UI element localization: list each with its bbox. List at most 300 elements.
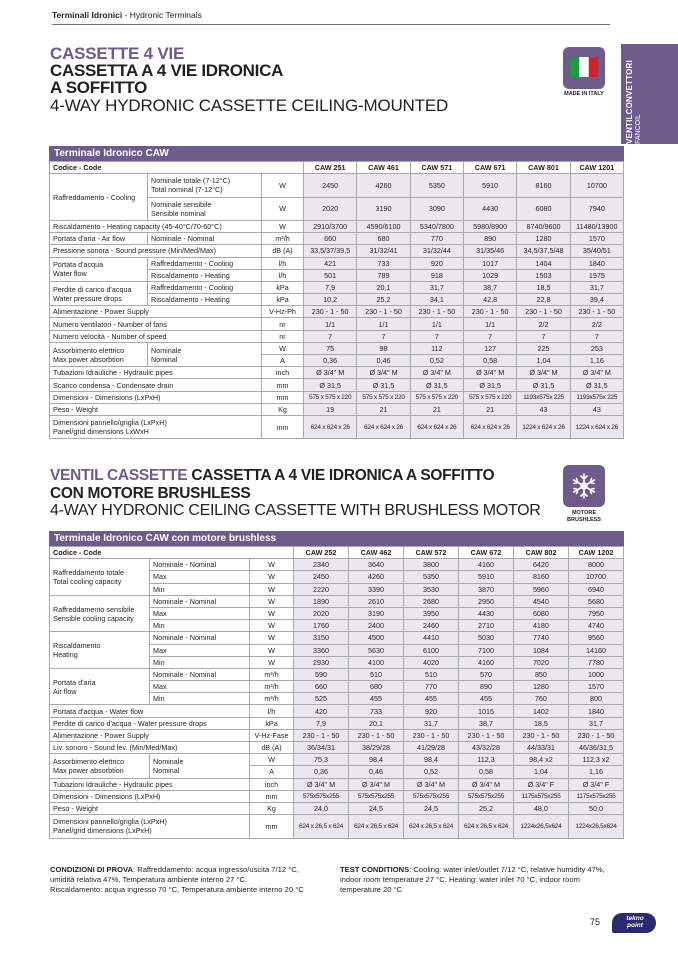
row-label-line2: Heating [53, 650, 78, 660]
value-cell: 7 [570, 330, 623, 342]
table-caw-grid [49, 161, 624, 439]
row-sublabel-line1: Nominale [153, 756, 184, 766]
value-cell: 920 [403, 705, 458, 717]
value-cell: 421 [304, 257, 357, 269]
row-sublabel: Min [153, 694, 165, 704]
value-cell: 5910 [464, 174, 517, 197]
row-label-cell [50, 729, 250, 741]
section2-title-purple: VENTIL CASSETTE [50, 467, 188, 484]
value-cell: 2680 [403, 595, 458, 607]
table-header-row [50, 547, 624, 559]
table-row [50, 717, 624, 729]
value-cell: 8160 [517, 174, 570, 197]
row-label-line2: Air flow [53, 686, 77, 696]
unit-cell: W [250, 571, 294, 583]
row-sublabel-cell [148, 257, 262, 269]
value-cell: 6420 [513, 559, 568, 571]
value-cell: 624 x 26,5 x 624 [403, 815, 458, 838]
unit-cell: W [250, 644, 294, 656]
value-cell: 1760 [294, 620, 349, 632]
unit-cell: kPa [262, 281, 304, 293]
unit-cell: l/h [262, 269, 304, 281]
unit-cell: l/h [262, 257, 304, 269]
value-cell: 575x575x255 [458, 790, 513, 802]
row-sublabel-cell [150, 668, 250, 680]
value-cell: 575 x 575 x 220 [410, 391, 463, 403]
row-sublabel-line2: Total nominal (7-12°C) [151, 185, 223, 195]
value-cell: 4500 [349, 632, 404, 644]
value-cell: 455 [458, 693, 513, 705]
row-sublabel: Min [153, 657, 165, 667]
page-header [52, 10, 626, 20]
value-cell: Ø 3/4" M [357, 367, 410, 379]
unit-cell: inch [262, 367, 304, 379]
unit-cell: W [250, 632, 294, 644]
value-cell: 98 [357, 342, 410, 354]
logo-line2: point [627, 922, 643, 929]
value-cell: 2710 [458, 620, 513, 632]
value-cell: 22,8 [517, 294, 570, 306]
model-header-cell: CAW 672 [458, 547, 513, 559]
row-label: Liv. sonoro - Sound lev. (Min/Med/Max) [53, 743, 178, 753]
value-cell: 7020 [513, 656, 568, 668]
value-cell: 1175x575x255 [568, 790, 623, 802]
table-row [50, 174, 624, 197]
value-cell: 46/36/31,5 [568, 742, 623, 754]
row-label-cell [50, 815, 250, 838]
unit-cell: W [250, 656, 294, 668]
value-cell: 10700 [568, 571, 623, 583]
test-conditions-it-line3: Riscaldamento: acqua ingresso 70 °C, Temperatura ambiente interno 20 °C [50, 885, 304, 894]
table-row [50, 342, 624, 354]
value-cell: 624 x 624 x 26 [304, 415, 357, 438]
value-cell: 5030 [458, 632, 513, 644]
section2-title-rest: CASSETTA A 4 VIE IDRONICA A SOFFITTO [187, 467, 495, 484]
value-cell: 21 [464, 403, 517, 415]
value-cell: 41/29/28 [403, 742, 458, 754]
row-sublabel: Min [153, 584, 165, 594]
model-header-cell: CAW 1201 [570, 162, 623, 174]
section2-title-line1 [50, 467, 494, 484]
value-cell: 7 [517, 330, 570, 342]
value-cell: 4180 [513, 620, 568, 632]
value-cell: 5630 [349, 644, 404, 656]
value-cell: 624 x 624 x 26 [410, 415, 463, 438]
row-label-line1: Riscaldamento [53, 641, 101, 651]
value-cell: 1,04 [513, 766, 568, 778]
value-cell: 3640 [349, 559, 404, 571]
value-cell: Ø 3/4" M [517, 367, 570, 379]
value-cell: 1175x575x255 [513, 790, 568, 802]
value-cell: 0,52 [403, 766, 458, 778]
value-cell: 1280 [517, 233, 570, 245]
value-cell: 510 [349, 668, 404, 680]
row-label-cell [50, 318, 262, 330]
value-cell: 7 [464, 330, 517, 342]
brushless-caption [560, 510, 608, 523]
value-cell: 6080 [513, 607, 568, 619]
row-label-line2: Max power absorbtion [53, 354, 124, 364]
value-cell: 230 - 1 - 50 [410, 306, 463, 318]
value-cell: 38,7 [458, 717, 513, 729]
value-cell: 590 [294, 668, 349, 680]
row-sublabel-cell [150, 620, 250, 632]
value-cell: 7 [357, 330, 410, 342]
row-sublabel-cell [150, 583, 250, 595]
table-row [50, 257, 624, 269]
value-cell: 50,0 [568, 802, 623, 814]
value-cell: 21 [410, 403, 463, 415]
value-cell: 2020 [294, 607, 349, 619]
value-cell: 43 [570, 403, 623, 415]
value-cell: 230 - 1 - 50 [570, 306, 623, 318]
value-cell: 8000 [568, 559, 623, 571]
unit-cell: kPa [262, 294, 304, 306]
value-cell: 624 x 624 x 26 [357, 415, 410, 438]
value-cell: 44/33/31 [513, 742, 568, 754]
value-cell: 230 - 1 - 50 [568, 729, 623, 741]
value-cell: 918 [410, 269, 463, 281]
value-cell: 7950 [568, 607, 623, 619]
unit-cell: W [262, 220, 304, 232]
test-conditions-en-line1: : Cooling: water inlet/outlet 7/12 °C, relative humidity 47%, [409, 865, 605, 874]
row-label-line2: Sensible cooling capacity [53, 613, 134, 623]
value-cell: 39,4 [570, 294, 623, 306]
value-cell: 3950 [403, 607, 458, 619]
table-row [50, 403, 624, 415]
value-cell: Ø 3/4" F [513, 778, 568, 790]
value-cell: 680 [357, 233, 410, 245]
value-cell: 7100 [458, 644, 513, 656]
value-cell: 2610 [349, 595, 404, 607]
value-cell: 510 [403, 668, 458, 680]
value-cell: 24,5 [349, 802, 404, 814]
row-label-cell [50, 705, 250, 717]
value-cell: 1840 [570, 257, 623, 269]
snowflake-fan-icon [563, 465, 605, 507]
brushless-caption-line1: MOTORE [571, 510, 597, 516]
value-cell: 1/1 [464, 318, 517, 330]
row-sublabel: Riscaldamento - Heating [151, 270, 230, 280]
unit-cell: Kg [262, 403, 304, 415]
value-cell: 1224 x 624 x 26 [517, 415, 570, 438]
unit-cell: W [250, 607, 294, 619]
value-cell: 1,04 [517, 355, 570, 367]
test-conditions-it-heading: CONDIZIONI DI PROVA [50, 865, 133, 874]
value-cell: 1017 [464, 257, 517, 269]
value-cell: 7,9 [294, 717, 349, 729]
value-cell: 1224x26,5x624 [568, 815, 623, 838]
model-header-cell: CAW 802 [513, 547, 568, 559]
value-cell: 2020 [304, 197, 357, 220]
model-header-cell: CAW 1202 [568, 547, 623, 559]
value-cell: 24,0 [294, 802, 349, 814]
value-cell: 253 [570, 342, 623, 354]
value-cell: 5980/8900 [464, 220, 517, 232]
value-cell: 575 x 575 x 220 [464, 391, 517, 403]
value-cell: 2220 [294, 583, 349, 595]
unit-cell: m³/h [250, 681, 294, 693]
table-row [50, 729, 624, 741]
unit-cell: W [250, 620, 294, 632]
value-cell: 2400 [349, 620, 404, 632]
value-cell: 6940 [568, 583, 623, 595]
value-cell: 5960 [513, 583, 568, 595]
table-row [50, 815, 624, 838]
value-cell: 9560 [568, 632, 623, 644]
value-cell: 1193x575x 225 [517, 391, 570, 403]
value-cell: 5910 [458, 571, 513, 583]
table-caw-title: Terminale Idronico CAW [49, 146, 624, 161]
row-label-cell [50, 233, 148, 245]
table-header-row [50, 162, 624, 174]
value-cell: 1,16 [570, 355, 623, 367]
value-cell: 35/40/51 [570, 245, 623, 257]
row-label-line1: Raffreddamento totale [53, 567, 124, 577]
row-label-line1: Raffreddamento sensibile [53, 604, 135, 614]
value-cell: 760 [513, 693, 568, 705]
section2-title-en: 4-WAY HYDRONIC CEILING CASSETTE WITH BRUSHLESS MOTOR [50, 502, 541, 519]
made-in-italy-caption: MADE IN ITALY [564, 91, 604, 97]
value-cell: 48,0 [513, 802, 568, 814]
table-row [50, 705, 624, 717]
value-cell: 1840 [568, 705, 623, 717]
value-cell: 6080 [517, 197, 570, 220]
value-cell: 2910/3700 [304, 220, 357, 232]
unit-cell: nr [262, 330, 304, 342]
value-cell: 575x575x255 [294, 790, 349, 802]
test-conditions-it-line1: : Raffreddamento: acqua ingresso/uscita 7/12 °C, [132, 865, 299, 874]
value-cell: 1029 [464, 269, 517, 281]
value-cell: 31/32/44 [410, 245, 463, 257]
row-sublabel-cell [148, 269, 262, 281]
row-label-line1: Portata d'acqua [53, 260, 104, 270]
row-sublabel-line1: Nominale sensibile [151, 199, 212, 209]
section1-title-purple: CASSETTE 4 VIE [50, 44, 185, 63]
row-label: Dimensioni - Dimensions (LxPxH) [53, 392, 161, 402]
value-cell: 3390 [349, 583, 404, 595]
value-cell: 0,52 [410, 355, 463, 367]
row-sublabel-cell [148, 281, 262, 293]
value-cell: 230 - 1 - 50 [349, 729, 404, 741]
unit-cell: V-Hz-Fase [250, 729, 294, 741]
table-caw [49, 146, 624, 439]
row-label: Numero velocità - Number of speed [53, 331, 167, 341]
value-cell: 2450 [304, 174, 357, 197]
value-cell: 1570 [568, 681, 623, 693]
row-label: Alimentazione - Power Supply [53, 307, 149, 317]
value-cell: 31,7 [568, 717, 623, 729]
row-sublabel: Min [153, 621, 165, 631]
row-label-cell [50, 632, 150, 669]
value-cell: 10,2 [304, 294, 357, 306]
test-conditions-it [50, 865, 340, 895]
test-conditions-it-line2: umidità relativa 47%, Temperatura ambiente interno 27 °C. [50, 875, 248, 884]
table-row [50, 306, 624, 318]
page-number: 75 [590, 917, 601, 927]
table-row [50, 391, 624, 403]
model-header-cell: CAW 801 [517, 162, 570, 174]
value-cell: 733 [349, 705, 404, 717]
value-cell: 789 [357, 269, 410, 281]
unit-cell: W [250, 595, 294, 607]
value-cell: 31,7 [403, 717, 458, 729]
row-label-cell [50, 220, 262, 232]
row-label-line1: Assorbimento elettrico [53, 345, 125, 355]
value-cell: 800 [568, 693, 623, 705]
unit-cell: W [250, 559, 294, 571]
value-cell: Ø 31,5 [304, 379, 357, 391]
table-row [50, 559, 624, 571]
value-cell: 11480/13900 [570, 220, 623, 232]
row-label-cell [50, 559, 150, 596]
value-cell: 18,5 [517, 281, 570, 293]
made-in-italy-badge [563, 47, 605, 89]
value-cell: 4100 [349, 656, 404, 668]
unit-cell: dB (A) [250, 742, 294, 754]
value-cell: 112,3 x2 [568, 754, 623, 766]
value-cell: 0,36 [304, 355, 357, 367]
value-cell: 6100 [403, 644, 458, 656]
row-sublabel-line2: Nominal [153, 765, 180, 775]
row-label: Raffreddamento - Cooling [53, 192, 136, 202]
row-label: Riscaldamento - Heating capacity (45-40°C/70-60°C) [53, 222, 222, 232]
row-label-cell [50, 742, 250, 754]
value-cell: 1193x575x 225 [570, 391, 623, 403]
value-cell: 575x575x255 [349, 790, 404, 802]
value-cell: Ø 3/4" M [464, 367, 517, 379]
value-cell: 1084 [513, 644, 568, 656]
value-cell: 1/1 [304, 318, 357, 330]
value-cell: 575 x 575 x 220 [357, 391, 410, 403]
value-cell: 20,1 [349, 717, 404, 729]
value-cell: 2460 [403, 620, 458, 632]
value-cell: 36/34/31 [294, 742, 349, 754]
table-row [50, 632, 624, 644]
row-label-cell [50, 257, 148, 281]
value-cell: 230 - 1 - 50 [403, 729, 458, 741]
value-cell: 7 [304, 330, 357, 342]
row-sublabel: Max [153, 645, 167, 655]
test-conditions-en-line3: temperature 20 °C [340, 885, 403, 894]
value-cell: 24,5 [403, 802, 458, 814]
value-cell: 2/2 [570, 318, 623, 330]
row-label-cell [50, 403, 262, 415]
brushless-caption-line2: BRUSHLESS [567, 516, 601, 523]
value-cell: 1015 [458, 705, 513, 717]
row-label: Portata d'acqua - Water flow [53, 706, 144, 716]
header-section: Terminali Idronici [52, 10, 123, 20]
value-cell: 455 [349, 693, 404, 705]
row-label-line2: Panel/grid dimensions LxWxH [53, 427, 149, 437]
row-label-line2: Water flow [53, 269, 87, 279]
table-row [50, 595, 624, 607]
value-cell: 1975 [570, 269, 623, 281]
row-sublabel-cell [150, 754, 250, 778]
value-cell: Ø 3/4" M [349, 778, 404, 790]
row-sublabel: Nominale - Nominal [153, 669, 217, 679]
table-caw-brushless [49, 531, 624, 839]
value-cell: 127 [464, 342, 517, 354]
value-cell: 624 x 26,5 x 624 [294, 815, 349, 838]
value-cell: 624 x 624 x 26 [464, 415, 517, 438]
value-cell: 1224x26,5x624 [513, 815, 568, 838]
value-cell: Ø 3/4" M [403, 778, 458, 790]
value-cell: 501 [304, 269, 357, 281]
value-cell: 1570 [570, 233, 623, 245]
value-cell: 8160 [513, 571, 568, 583]
row-sublabel-cell [150, 559, 250, 571]
table-row [50, 802, 624, 814]
table-row [50, 318, 624, 330]
unit-cell: m³/h [262, 233, 304, 245]
unit-cell: mm [250, 790, 294, 802]
value-cell: 660 [304, 233, 357, 245]
value-cell: 10700 [570, 174, 623, 197]
model-header-cell: CAW 572 [403, 547, 458, 559]
unit-cell: W [250, 754, 294, 766]
value-cell: 3870 [458, 583, 513, 595]
value-cell: Ø 31,5 [464, 379, 517, 391]
value-cell: 3090 [410, 197, 463, 220]
value-cell: 4160 [458, 656, 513, 668]
header-section-en: - Hydronic Terminals [122, 10, 202, 20]
unit-cell: m³/h [250, 693, 294, 705]
row-sublabel-cell [150, 681, 250, 693]
value-cell: 420 [294, 705, 349, 717]
value-cell: Ø 3/4" M [304, 367, 357, 379]
unit-cell: dB (A) [262, 245, 304, 257]
row-sublabel-line2: Sensible nominal [151, 208, 206, 218]
model-header-cell: CAW 252 [294, 547, 349, 559]
unit-cell: m³/h [250, 668, 294, 680]
value-cell: 1280 [513, 681, 568, 693]
value-cell: 230 - 1 - 50 [513, 729, 568, 741]
value-cell: 850 [513, 668, 568, 680]
value-cell: 1402 [513, 705, 568, 717]
row-label: Tubazioni Idrauliche - Hydraulic pipes [53, 368, 173, 378]
row-label: Portata d'aria - Air flow [53, 234, 126, 244]
value-cell: 4260 [349, 571, 404, 583]
logo-line1: tekno [626, 915, 644, 922]
row-label-line1: Dimensioni pannello/griglia (LxPxH) [53, 817, 167, 827]
value-cell: 31,7 [570, 281, 623, 293]
table-row [50, 668, 624, 680]
value-cell: 0,58 [464, 355, 517, 367]
value-cell: 2450 [294, 571, 349, 583]
test-conditions-en-line2: indoor room temperature 27 °C. Heating: water inlet 70 °C, indoor room [340, 875, 580, 884]
row-sublabel-cell [150, 595, 250, 607]
table-row [50, 367, 624, 379]
row-label: Numero ventilatori - Number of fans [53, 319, 167, 329]
test-conditions-en-heading: TEST CONDITIONS [340, 865, 410, 874]
row-label-line2: Panel/grid dimensions (LxPxH) [53, 826, 152, 836]
value-cell: 8740/9600 [517, 220, 570, 232]
row-sublabel-cell [150, 656, 250, 668]
table-row [50, 415, 624, 438]
row-label: Perdite di carico d'acqua - Water pressure drops [53, 718, 207, 728]
row-label-cell [50, 668, 150, 705]
unit-cell: W [250, 583, 294, 595]
value-cell: 1,16 [568, 766, 623, 778]
row-label: Alimentazione - Power Supply [53, 730, 149, 740]
row-sublabel: Max [153, 682, 167, 692]
row-sublabel-cell [148, 342, 262, 366]
value-cell: 7740 [513, 632, 568, 644]
value-cell: 43 [517, 403, 570, 415]
model-header-cell: CAW 671 [464, 162, 517, 174]
row-label-cell [50, 306, 262, 318]
